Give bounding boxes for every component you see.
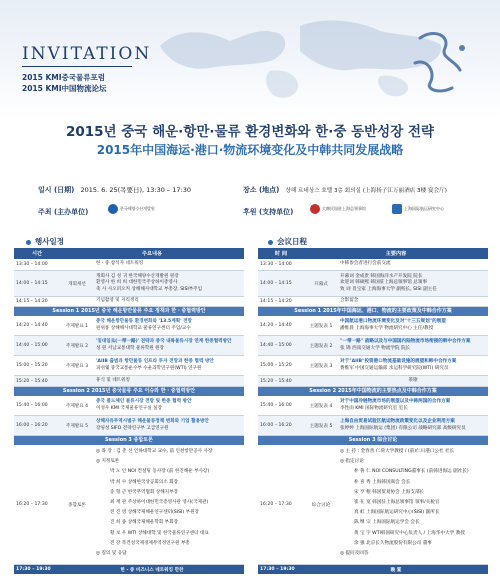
host-label: 주최 (主办单位)	[38, 208, 89, 216]
table-row	[258, 316, 488, 336]
text-cell: 종합토론	[68, 502, 86, 508]
text-cell: 15:00 – 15:20	[260, 363, 292, 368]
header-banner	[0, 0, 500, 118]
table-cell	[94, 416, 244, 435]
text-cell: ◎ 指定讨论	[340, 459, 364, 465]
text-cell: 개회세션	[68, 281, 86, 287]
text-cell: 14:15 – 14:20	[16, 299, 48, 304]
table-cell	[94, 356, 244, 375]
text-cell: 행사일정	[35, 237, 64, 246]
sponsor-org-1: 大韩民国驻上海总领事馆	[322, 206, 366, 211]
sponsor-info	[243, 207, 297, 217]
place-info	[243, 185, 447, 195]
table-cell	[338, 416, 488, 435]
text-cell: ◎ 主 持 : 金春善 仁荷大学教授 / (前)仁川港口公社 社长	[340, 449, 455, 454]
text-cell: 费维军 中国交通运输部 水运科学研究院(WTI) 研究员	[340, 365, 449, 371]
text-cell: 송 형 근 한국무역협회 상해지부장	[110, 489, 178, 495]
text-cell: 환영사 한 희 희 대한민국주상하이총영사	[96, 280, 178, 286]
table-cell	[338, 259, 488, 270]
left-schedule-table	[14, 248, 244, 574]
text-cell: 14:15 – 14:20	[260, 299, 292, 304]
invitation-heading: INVITATION	[22, 44, 152, 64]
text-cell: 15:00 – 15:20	[16, 363, 48, 368]
table-cell	[304, 376, 338, 386]
table-cell	[338, 297, 488, 306]
session-header: Session 2 2015年中国物流的主要热点及中韩合作方案	[258, 387, 488, 396]
place-label: 장소 (地点)	[243, 186, 280, 194]
text-cell: 주제발표 1	[65, 323, 89, 329]
bullet-icon	[26, 240, 31, 245]
text-cell: 会议日程	[277, 237, 307, 246]
dinner-row	[14, 565, 244, 574]
text-cell: 휴식 및 네트워킹	[96, 377, 130, 383]
table-cell	[304, 297, 338, 306]
text-cell: 合影留念	[340, 298, 359, 304]
table-row	[14, 445, 244, 565]
text-cell: 主题发表 1	[309, 323, 333, 329]
table-cell	[338, 356, 488, 375]
text-cell: 16:00 – 16:20	[260, 423, 292, 428]
text-cell: 14:20 – 14:40	[16, 323, 48, 328]
text-cell: 펀위룽 상해해사대학교 물류연구센터 주임/교수	[96, 325, 191, 331]
text-cell: 中国航运港口物流环境变化及对"十三五规划"的展望	[340, 319, 446, 325]
text-cell: 박 희 수 상해한국상공회의소 회장	[110, 479, 178, 485]
text-cell: 상해자유무역시범구 해운물류정책 변화와 기업 활용방안	[96, 419, 209, 425]
table-row	[14, 316, 244, 336]
text-cell: 13:30 – 14:00	[260, 262, 292, 267]
text-cell: ◎ 提问及回答	[340, 551, 369, 557]
text-cell: '일대일로(一带一路)' 전략과 중국 내륙물류시장 연계 한중협력방안	[96, 339, 232, 345]
bullet-icon	[268, 240, 273, 245]
text-cell: 14:00 – 14:15	[16, 281, 48, 286]
text-cell: 16:20 – 17:30	[16, 502, 48, 507]
text-cell: 피쉬웨 중국교통운수부 수운과학연구원(WTI) 연구원	[96, 365, 202, 371]
text-cell: 主题发表 5	[309, 423, 333, 429]
table-cell	[94, 271, 244, 296]
right-schedule-heading	[268, 236, 307, 247]
text-cell: 전 강 복건성국제경제무역정연구원 부총	[110, 540, 190, 546]
consulate-logo-icon	[310, 204, 320, 214]
text-cell: 朴 鲁 仁 NOI CONSULTING董事长 (前韩进海运 副社长)	[354, 469, 469, 475]
table-cell	[338, 316, 488, 335]
table-cell	[94, 445, 244, 564]
text-cell: 潘维晨 上海海事大学 物流研究中心 主任/教授	[340, 325, 434, 331]
text-cell: 14:00 – 14:15	[260, 281, 292, 286]
session-header: Session 2 2015년 중국물류 주요 이슈와 한 · 중협력방안	[14, 387, 244, 396]
table-row	[258, 416, 488, 436]
sponsor-org-2: 上海国际航运研究中心	[404, 206, 444, 211]
text-cell: 朴 喜 秀 上海韩国商会 会长	[354, 479, 411, 485]
text-cell: 장핑성 SIFO 전략연구부 고급연구원	[96, 425, 169, 431]
table-cell	[94, 396, 244, 415]
table-row	[258, 259, 488, 271]
right-schedule-table	[258, 248, 488, 574]
text-cell: 개회사 김 성 귀 한국해양수산개발원 원장	[96, 274, 179, 280]
text-cell: 16:20 – 17:30	[260, 502, 292, 507]
text-cell: 致 词 肖宝家 上海海事大学 副校长, SISI 副主任	[340, 286, 437, 292]
table-header	[258, 248, 488, 259]
text-cell: 주제발표 2	[65, 343, 89, 349]
text-cell: 주제발표 5	[65, 423, 89, 429]
text-cell: 'AIIB 출범과 항만물류 인프라 투자 전망과 한중 협력 방안	[96, 359, 214, 365]
dinner-row	[258, 565, 488, 574]
text-cell: 中韩参会者进行会前交流	[340, 261, 391, 267]
table-cell	[94, 336, 244, 355]
place-value: 상해 르네상스 호텔 3층 회의실 (上海扬子江万丽酒店 3楼 宴会厅)	[285, 188, 447, 194]
text-cell: 15:20 – 15:40	[260, 378, 292, 384]
table-row	[258, 356, 488, 376]
text-cell: 主要内容	[385, 251, 407, 257]
text-cell: 主题发表 4	[309, 403, 333, 409]
table-header	[14, 248, 244, 259]
text-cell: 성 원 서남교통대학 물류학원 원장	[96, 345, 164, 351]
text-cell: 14:20 – 14:40	[260, 323, 292, 328]
invitation-divider	[22, 66, 132, 67]
host-org-name: 한국해양수산개발원	[120, 206, 155, 211]
text-cell: 13:30 – 14:00	[16, 262, 48, 267]
table-cell	[60, 297, 94, 306]
sponsor-label: 후원 (支持单位)	[243, 208, 294, 216]
text-cell: 开幕式	[314, 281, 328, 287]
table-cell	[338, 376, 488, 386]
table-cell	[94, 259, 244, 270]
calligraphy-decoration	[400, 18, 480, 103]
text-cell: ◎ 좌 장 : 김 춘 선 인하대학교 교수, 前 인천항만공사 사장	[96, 449, 213, 454]
text-cell: 晚 宴	[390, 567, 402, 573]
text-cell: 崔 在 宽 韩国驻上海总领事馆 领事/关税官	[354, 500, 440, 506]
session-header: Session 3 종합토론	[14, 436, 244, 445]
table-row	[14, 356, 244, 376]
text-cell: 진 희 종 상해국제해운학회 부회장	[110, 520, 178, 526]
sisi-logo-icon	[392, 204, 402, 214]
table-row	[258, 396, 488, 416]
text-cell: 16:00 – 16:20	[16, 423, 48, 428]
text-cell: 欢迎词 韩硕熙 韩国驻上海总领事馆 总领事	[340, 280, 428, 286]
table-cell	[338, 271, 488, 296]
text-cell: 14:40 – 15:00	[16, 343, 48, 348]
text-cell: 축 사 사오퍼오커 상해해사대학교 부총장, SISI부주임	[96, 286, 203, 292]
table-row	[258, 445, 488, 565]
text-cell: 张 锦 西南交通大学 物流学院 院长	[340, 345, 411, 351]
text-cell: 전 진 영 상해국제해운연구센터(SISI) 부원장	[110, 510, 199, 516]
table-cell	[338, 336, 488, 355]
text-cell: 기념촬영 및 자리정리	[96, 298, 139, 304]
table-row	[14, 271, 244, 297]
forum-name-korean: 2015 KMI중국물류포럼	[22, 73, 106, 82]
table-cell	[94, 316, 244, 335]
text-cell: 余 强 北京长久物流股份有限公司 董事	[354, 540, 432, 546]
text-cell: "一带一路" 战略以及与中国国内陆物流市场衔接的韩中合作方案	[340, 339, 471, 345]
table-cell	[60, 259, 94, 270]
sponsor-logo-1	[310, 204, 366, 214]
text-cell: 陈 继 宗 上海国际航运学会 会长	[354, 520, 420, 526]
text-cell: 15:20 – 15:40	[16, 378, 48, 384]
sub-title: 2015年中国海运·港口·物流环境变化及中韩共同发展战略	[96, 143, 404, 157]
text-cell: 开幕词 金成贵 韩国海洋水产开发院 院长	[340, 274, 423, 280]
table-row	[14, 259, 244, 271]
text-cell: 李性雨 KMI 国际物流研究室 室长	[340, 405, 408, 411]
left-schedule-heading	[26, 236, 64, 247]
date-info	[38, 185, 191, 195]
table-cell	[94, 376, 244, 386]
table-row	[258, 376, 488, 387]
session-header: Session 3 综合讨论	[258, 436, 488, 445]
date-label: 일시 (日期)	[38, 186, 75, 194]
text-cell: 主题发表 3	[309, 363, 333, 369]
kmi-logo-icon	[108, 204, 118, 214]
text-cell: 주요내용	[141, 251, 163, 257]
host-logo	[108, 204, 155, 214]
main-title: 2015년 중국 해운·항만·물류 환경변화와 한·중 동반성장 전략	[65, 124, 435, 140]
sponsor-logo-2	[392, 204, 444, 214]
text-cell: ◎ 지정토론	[96, 459, 120, 465]
session-header: Session 1 2015年中国海运、港口、物流的主要政策及中韩合作方案	[258, 307, 488, 316]
table-cell	[94, 297, 244, 306]
table-cell	[304, 259, 338, 270]
text-cell: 上海自由贸易试验区航运物流政策变化以及企业利用方案	[340, 419, 455, 425]
text-cell: 宋 亨 根 韩国贸易协会 上海支部长	[354, 489, 425, 495]
text-cell: 主题发表 2	[309, 343, 333, 349]
text-cell: 중국 콜드체인 물류시장 전망 및 한중 협력 방안	[96, 399, 192, 405]
text-cell: 17:30 – 19:30	[16, 567, 51, 572]
text-cell: 주제발표 4	[65, 403, 89, 409]
text-cell: 한 · 중 참석자 네트워킹	[96, 261, 144, 267]
forum-name-chinese: 2015 KMI中国物流论坛	[22, 84, 107, 93]
text-cell: 14:40 – 15:00	[260, 343, 292, 348]
table-cell	[60, 376, 94, 386]
table-row	[14, 297, 244, 307]
text-cell: 시간	[31, 251, 43, 257]
text-cell: 박 노 인 NOI 컨설팅 동사장 (前 한진해운 부사장)	[110, 469, 210, 475]
text-cell: 真 虹 上海国际航运研究中心(SISI) 副所长	[354, 510, 440, 516]
text-cell: 黄 宝 宇 WTI韩国研究中心负责人 / 上海华中大学 教授	[354, 530, 465, 536]
text-cell: 황 보 우 WTI 상해대학 및 한국물류연구센터 대표	[110, 530, 209, 536]
text-cell: ◎ 질의 및 응답	[96, 551, 127, 557]
text-cell: 15:40 – 16:00	[260, 403, 292, 408]
table-cell	[338, 396, 488, 415]
date-value: 2015. 6. 25(목要日), 13:30 – 17:30	[80, 186, 191, 194]
text-cell: 주제발표 3	[65, 363, 89, 369]
table-row	[258, 336, 488, 356]
text-cell: 时 间	[274, 251, 288, 257]
table-row	[14, 376, 244, 387]
text-cell: 对于中国冷链物流市场的展望以及中韩两国的合作方案	[340, 399, 451, 405]
table-row	[258, 297, 488, 307]
table-row	[14, 336, 244, 356]
text-cell: 15:40 – 16:00	[16, 403, 48, 408]
text-cell: 17:30 – 19:30	[260, 567, 295, 572]
table-row	[14, 396, 244, 416]
text-cell: 综合讨论	[311, 502, 331, 508]
text-cell: 对于"AIIB"投资港口物流基础设施的展望和韩中合作方案	[340, 359, 457, 365]
text-cell: 중국 해운항만물류 환경변화와 '13.5계획' 전망	[96, 319, 192, 325]
table-row	[14, 416, 244, 436]
text-cell: 茶歇	[408, 377, 418, 383]
session-header: Session 1 2015년 중국 해운항만물류 주요 정책과 한 · 중협력방안	[14, 307, 244, 316]
text-cell: 张婷婷 上海国际航运 (集团) 有限公司 战略研究部 高级研究员	[340, 425, 466, 431]
text-cell: 최 재 관 주상하이대한민국총영사관 영사(국제관)	[110, 500, 209, 506]
host-info	[38, 207, 92, 217]
table-cell	[338, 445, 488, 564]
text-cell: 이성우 KMI 국제물류연구실 실장	[96, 405, 162, 411]
table-row	[258, 271, 488, 297]
text-cell: 한 · 중 비즈니스 네트워킹 만찬	[120, 567, 184, 573]
